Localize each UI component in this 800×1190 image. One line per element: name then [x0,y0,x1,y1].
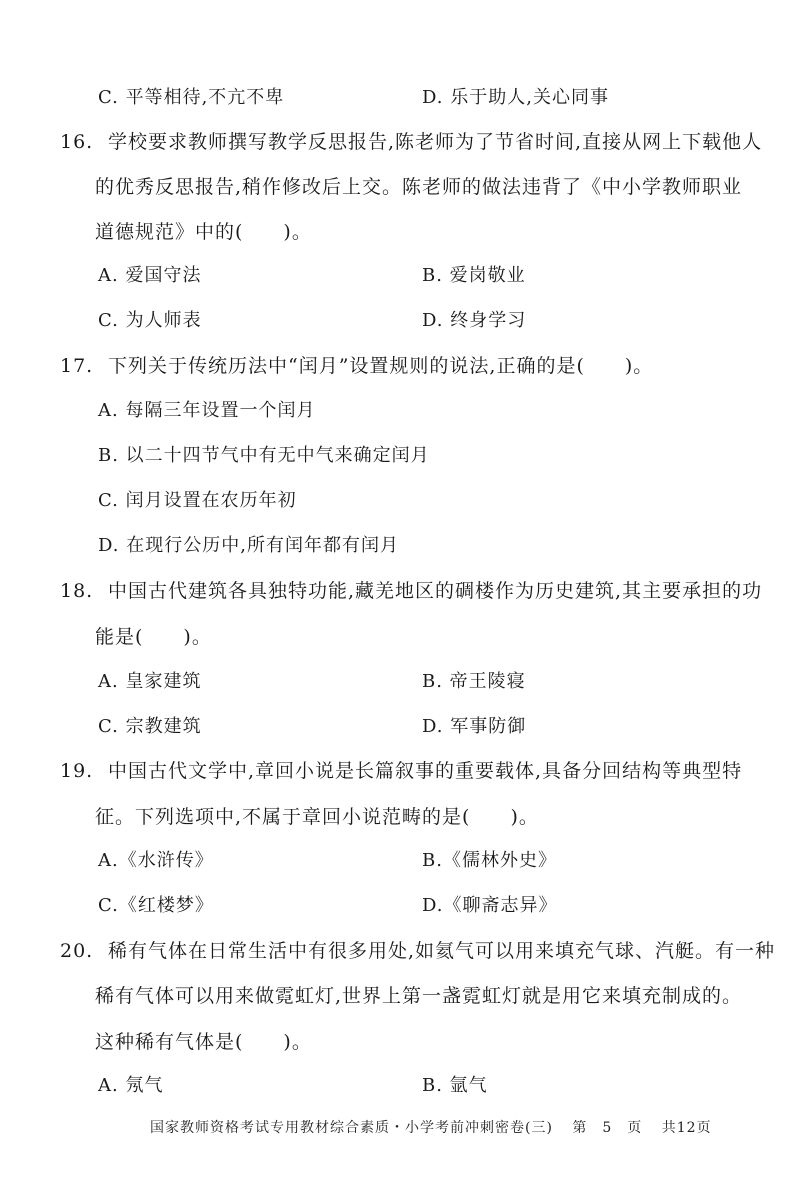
q16-number: 16. [60,131,94,153]
q16-option-b: B. 爱岗敬业 [422,265,526,286]
q17-stem-line1: 17. 下列关于传统历法中“闰月”设置规则的说法,正确的是( )。 [60,355,654,377]
q18-option-c: C. 宗教建筑 [98,716,202,737]
q17-option-a: A. 每隔三年设置一个闰月 [98,400,316,421]
q20-option-a: A. 氖气 [98,1075,164,1096]
q16-option-c: C. 为人师表 [98,310,202,331]
q16-option-a: A. 爱国守法 [98,265,202,286]
q15-option-d: D. 乐于助人,关心同事 [422,87,609,108]
q20-stem-line2: 稀有气体可以用来做霓虹灯,世界上第一盏霓虹灯就是用它来填充制成的。 [95,985,743,1007]
q16-stem-line3: 道德规范》中的( )。 [95,221,312,243]
q19-stem-line1: 19. 中国古代文学中,章回小说是长篇叙事的重要载体,具备分回结构等典型特 [60,760,743,782]
q17-option-c: C. 闰月设置在农历年初 [98,490,297,511]
page-footer [150,1118,726,1138]
q19-option-a: A.《水浒传》 [98,850,214,871]
q16-option-d: D. 终身学习 [422,310,527,331]
q19-option-b: B.《儒林外史》 [422,850,557,871]
footer-title: 国家教师资格考试专用教材综合素质・小学考前冲刺密卷(三) [150,1120,553,1136]
q19-option-c: C.《红楼梦》 [98,895,214,916]
q19-number: 19. [60,760,94,782]
q18-option-a: A. 皇家建筑 [98,671,202,692]
q18-option-d: D. 军事防御 [422,716,527,737]
q17-option-b: B. 以二十四节气中有无中气来确定闰月 [98,445,430,466]
q18-stem-line2: 能是( )。 [95,626,212,648]
q20-stem-line3: 这种稀有气体是( )。 [95,1031,312,1053]
q17-number: 17. [60,355,94,377]
q19-stem-line2: 征。下列选项中,不属于章回小说范畴的是( )。 [95,806,539,828]
q16-stem-line2: 的优秀反思报告,稍作修改后上交。陈老师的做法违背了《中小学教师职业 [95,176,743,198]
q20-stem-line1: 20. 稀有气体在日常生活中有很多用处,如氦气可以用来填充气球、汽艇。有一种 [60,940,776,962]
q18-number: 18. [60,580,94,602]
q20-option-b: B. 氩气 [422,1075,488,1096]
q18-option-b: B. 帝王陵寝 [422,671,526,692]
q20-number: 20. [60,940,94,962]
q18-stem-line1: 18. 中国古代建筑各具独特功能,藏羌地区的碉楼作为历史建筑,其主要承担的功 [60,580,763,602]
q19-option-d: D.《聊斋志异》 [422,895,558,916]
q16-stem-line1: 16. 学校要求教师撰写教学反思报告,陈老师为了节省时间,直接从网上下载他人 [60,131,763,153]
q17-option-d: D. 在现行公历中,所有闰年都有闰月 [98,535,399,556]
q15-option-c: C. 平等相待,不亢不卑 [98,87,285,108]
footer-page-number: 第 5 页 [572,1120,643,1136]
footer-total-pages: 共12页 [661,1120,712,1136]
